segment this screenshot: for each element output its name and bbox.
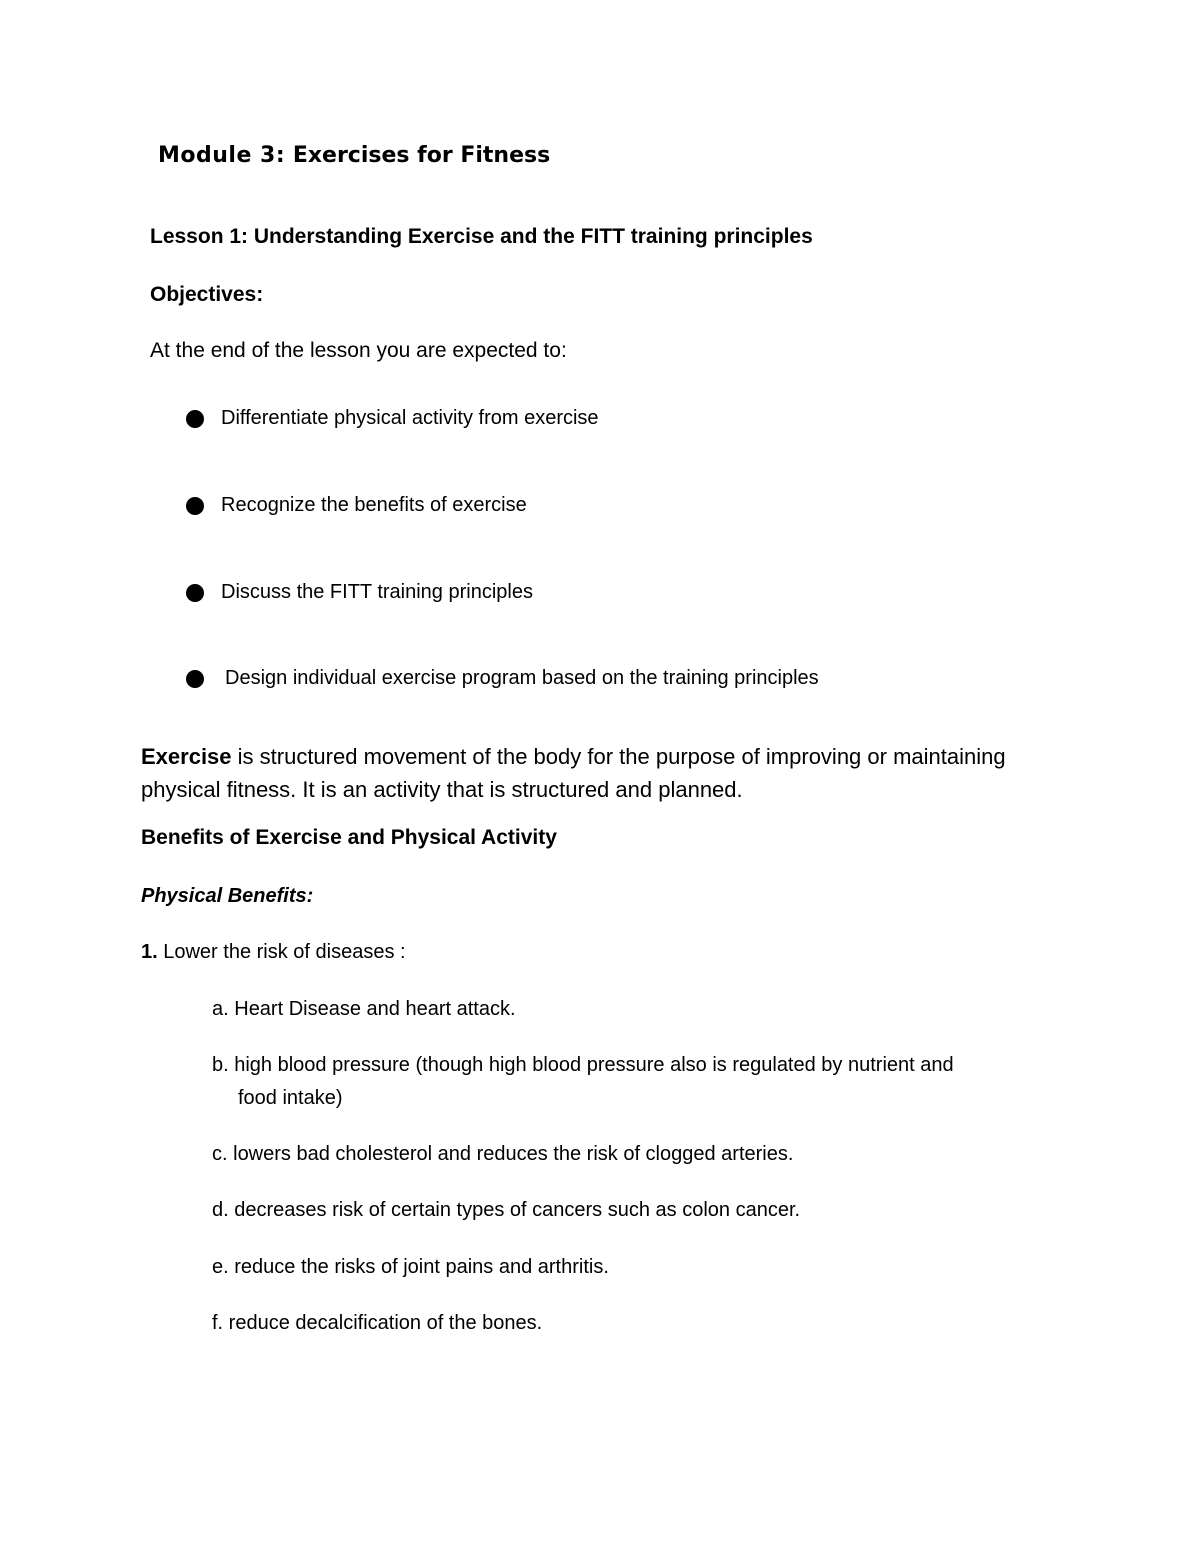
- sub-item-letter: b.: [212, 1054, 229, 1076]
- objective-item: [186, 581, 533, 604]
- sub-item-letter: e.: [212, 1256, 229, 1278]
- bullet-icon: [186, 584, 204, 602]
- bullet-icon: [186, 410, 204, 428]
- objective-text: Differentiate physical activity from exercise: [221, 407, 599, 429]
- sub-item-letter: f.: [212, 1312, 224, 1334]
- sub-item-continuation: food intake): [238, 1087, 343, 1109]
- objectives-intro: At the end of the lesson you are expected to:: [150, 339, 567, 362]
- sub-item: [212, 1143, 793, 1166]
- sub-item-letter: c.: [212, 1143, 228, 1165]
- sub-item-text: Heart Disease and heart attack.: [228, 998, 516, 1020]
- exercise-definition: [141, 740, 1041, 806]
- definition-term: Exercise: [141, 744, 232, 769]
- sub-item-text: decreases risk of certain types of cancers such as colon cancer.: [228, 1199, 801, 1221]
- sub-item: [212, 1199, 800, 1222]
- numbered-point: [141, 941, 406, 964]
- objective-item: [186, 494, 527, 517]
- objective-text: Design individual exercise program based on the training principles: [225, 667, 819, 689]
- sub-item: [212, 1312, 542, 1335]
- objective-item: [186, 407, 599, 430]
- sub-item-text: lowers bad cholesterol and reduces the risk of clogged arteries.: [227, 1143, 794, 1165]
- objective-text: Recognize the benefits of exercise: [221, 494, 527, 516]
- sub-item: [212, 998, 516, 1021]
- sub-item-text: reduce decalcification of the bones.: [223, 1312, 543, 1334]
- sub-item-text: reduce the risks of joint pains and arthritis.: [228, 1256, 609, 1278]
- definition-text: is structured movement of the body for the purpose of improving or maintaining physical fitness. It is an activity that is structured and planned.: [141, 744, 1006, 802]
- physical-benefits-heading: Physical Benefits:: [141, 885, 314, 907]
- sub-item-letter: a.: [212, 998, 229, 1020]
- point-number: 1.: [141, 941, 158, 963]
- objectives-heading: Objectives:: [150, 283, 264, 306]
- benefits-heading: Benefits of Exercise and Physical Activity: [141, 826, 557, 849]
- sub-item-text: high blood pressure (though high blood pressure also is regulated by nutrient and: [228, 1054, 954, 1076]
- module-name: Exercises for Fitness: [285, 143, 551, 168]
- sub-item: [212, 1256, 609, 1279]
- bullet-icon: [186, 497, 204, 515]
- objective-item: [186, 667, 819, 690]
- module-number: Module 3:: [158, 143, 286, 168]
- bullet-icon: [186, 670, 204, 688]
- sub-item-letter: d.: [212, 1199, 229, 1221]
- objective-text: Discuss the FITT training principles: [221, 581, 533, 603]
- sub-item: [212, 1054, 954, 1077]
- module-title: [158, 143, 550, 168]
- point-text: Lower the risk of diseases :: [157, 941, 406, 963]
- lesson-title: Lesson 1: Understanding Exercise and the FITT training principles: [150, 225, 813, 248]
